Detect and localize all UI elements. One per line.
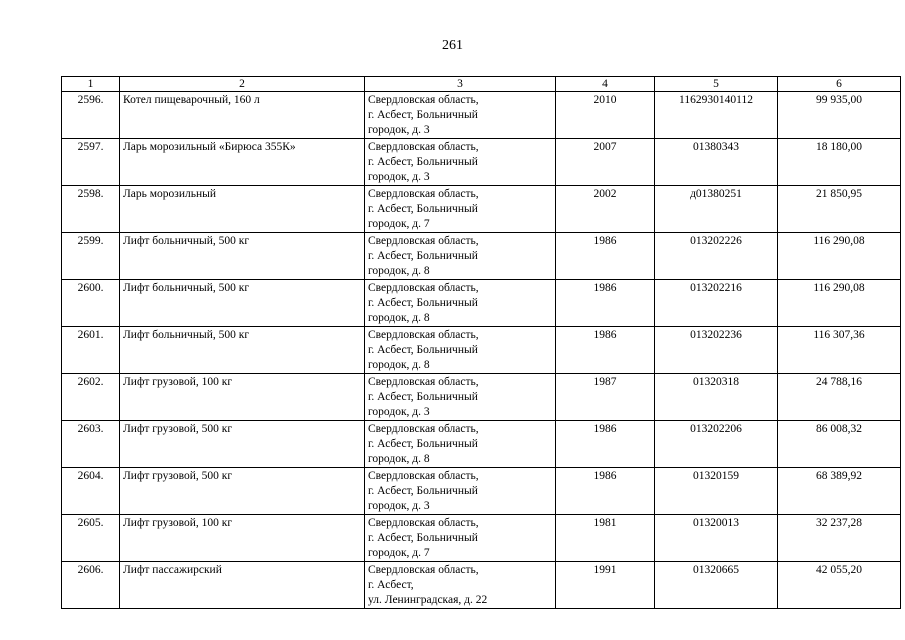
commission-year: 2007	[556, 139, 655, 186]
item-name: Лифт больничный, 500 кг	[120, 280, 365, 327]
book-value: 116 290,08	[778, 280, 901, 327]
item-address	[365, 280, 556, 327]
column-header-4: 4	[556, 77, 655, 92]
book-value: 86 008,32	[778, 421, 901, 468]
row-number: 2605.	[62, 515, 120, 562]
row-number: 2600.	[62, 280, 120, 327]
book-value: 32 237,28	[778, 515, 901, 562]
book-value: 68 389,92	[778, 468, 901, 515]
table-row	[62, 421, 901, 468]
inventory-number: 01320318	[655, 374, 778, 421]
inventory-number: 1162930140112	[655, 92, 778, 139]
item-name: Лифт грузовой, 500 кг	[120, 421, 365, 468]
item-name: Ларь морозильный «Бирюса 355К»	[120, 139, 365, 186]
address-line-1: Свердловская область,	[368, 423, 479, 435]
column-header-6: 6	[778, 77, 901, 92]
address-line-2: г. Асбест, Больничный	[368, 203, 478, 215]
address-line-1: Свердловская область,	[368, 376, 479, 388]
address-line-3: ул. Ленинградская, д. 22	[368, 594, 488, 606]
row-number: 2601.	[62, 327, 120, 374]
row-number: 2602.	[62, 374, 120, 421]
address-line-3: городок, д. 7	[368, 218, 430, 230]
table-row	[62, 327, 901, 374]
table-row	[62, 139, 901, 186]
row-number: 2599.	[62, 233, 120, 280]
header-row	[62, 77, 901, 92]
commission-year: 1991	[556, 562, 655, 609]
address-line-1: Свердловская область,	[368, 470, 479, 482]
address-line-1: Свердловская область,	[368, 235, 479, 247]
address-line-1: Свердловская область,	[368, 188, 479, 200]
book-value: 116 290,08	[778, 233, 901, 280]
table-row	[62, 468, 901, 515]
address-line-2: г. Асбест, Больничный	[368, 250, 478, 262]
inventory-number: 01320013	[655, 515, 778, 562]
address-line-3: городок, д. 8	[368, 359, 430, 371]
address-line-2: г. Асбест, Больничный	[368, 532, 478, 544]
item-name: Лифт больничный, 500 кг	[120, 327, 365, 374]
property-table	[61, 76, 901, 609]
inventory-number: 01320665	[655, 562, 778, 609]
table-row	[62, 186, 901, 233]
commission-year: 2010	[556, 92, 655, 139]
column-header-1: 1	[62, 77, 120, 92]
inventory-number: 01320159	[655, 468, 778, 515]
address-line-2: г. Асбест, Больничный	[368, 391, 478, 403]
item-name: Ларь морозильный	[120, 186, 365, 233]
commission-year: 1986	[556, 327, 655, 374]
column-header-3: 3	[365, 77, 556, 92]
address-line-1: Свердловская область,	[368, 141, 479, 153]
address-line-3: городок, д. 3	[368, 171, 430, 183]
row-number: 2604.	[62, 468, 120, 515]
address-line-3: городок, д. 8	[368, 453, 430, 465]
item-name: Лифт пассажирский	[120, 562, 365, 609]
address-line-3: городок, д. 3	[368, 406, 430, 418]
address-line-3: городок, д. 7	[368, 547, 430, 559]
address-line-2: г. Асбест, Больничный	[368, 344, 478, 356]
row-number: 2598.	[62, 186, 120, 233]
inventory-number: д01380251	[655, 186, 778, 233]
table-row	[62, 562, 901, 609]
commission-year: 2002	[556, 186, 655, 233]
commission-year: 1986	[556, 468, 655, 515]
table-body	[62, 92, 901, 609]
item-address	[365, 233, 556, 280]
item-address	[365, 92, 556, 139]
table-row	[62, 515, 901, 562]
book-value: 42 055,20	[778, 562, 901, 609]
commission-year: 1986	[556, 421, 655, 468]
column-header-5: 5	[655, 77, 778, 92]
commission-year: 1986	[556, 280, 655, 327]
commission-year: 1981	[556, 515, 655, 562]
commission-year: 1986	[556, 233, 655, 280]
address-line-2: г. Асбест, Больничный	[368, 485, 478, 497]
inventory-number: 013202226	[655, 233, 778, 280]
table-row	[62, 280, 901, 327]
item-address	[365, 327, 556, 374]
address-line-3: городок, д. 3	[368, 124, 430, 136]
book-value: 99 935,00	[778, 92, 901, 139]
row-number: 2603.	[62, 421, 120, 468]
inventory-number: 01380343	[655, 139, 778, 186]
address-line-3: городок, д. 8	[368, 312, 430, 324]
item-name: Лифт грузовой, 100 кг	[120, 515, 365, 562]
item-address	[365, 374, 556, 421]
address-line-2: г. Асбест, Больничный	[368, 156, 478, 168]
address-line-3: городок, д. 8	[368, 265, 430, 277]
address-line-2: г. Асбест, Больничный	[368, 109, 478, 121]
item-name: Котел пищеварочный, 160 л	[120, 92, 365, 139]
inventory-number: 013202216	[655, 280, 778, 327]
row-number: 2597.	[62, 139, 120, 186]
address-line-1: Свердловская область,	[368, 282, 479, 294]
address-line-1: Свердловская область,	[368, 94, 479, 106]
book-value: 116 307,36	[778, 327, 901, 374]
address-line-1: Свердловская область,	[368, 564, 479, 576]
book-value: 21 850,95	[778, 186, 901, 233]
address-line-2: г. Асбест, Больничный	[368, 438, 478, 450]
inventory-number: 013202206	[655, 421, 778, 468]
item-address	[365, 468, 556, 515]
commission-year: 1987	[556, 374, 655, 421]
table-row	[62, 374, 901, 421]
row-number: 2606.	[62, 562, 120, 609]
row-number: 2596.	[62, 92, 120, 139]
table-row	[62, 233, 901, 280]
item-address	[365, 421, 556, 468]
address-line-2: г. Асбест, Больничный	[368, 297, 478, 309]
address-line-1: Свердловская область,	[368, 517, 479, 529]
address-line-1: Свердловская область,	[368, 329, 479, 341]
item-address	[365, 139, 556, 186]
item-address	[365, 186, 556, 233]
item-name: Лифт грузовой, 100 кг	[120, 374, 365, 421]
inventory-number: 013202236	[655, 327, 778, 374]
item-name: Лифт грузовой, 500 кг	[120, 468, 365, 515]
item-address	[365, 515, 556, 562]
item-address	[365, 562, 556, 609]
address-line-3: городок, д. 3	[368, 500, 430, 512]
book-value: 24 788,16	[778, 374, 901, 421]
item-name: Лифт больничный, 500 кг	[120, 233, 365, 280]
address-line-2: г. Асбест,	[368, 579, 414, 591]
page-number: 261	[442, 38, 463, 53]
book-value: 18 180,00	[778, 139, 901, 186]
table-row	[62, 92, 901, 139]
column-header-2: 2	[120, 77, 365, 92]
